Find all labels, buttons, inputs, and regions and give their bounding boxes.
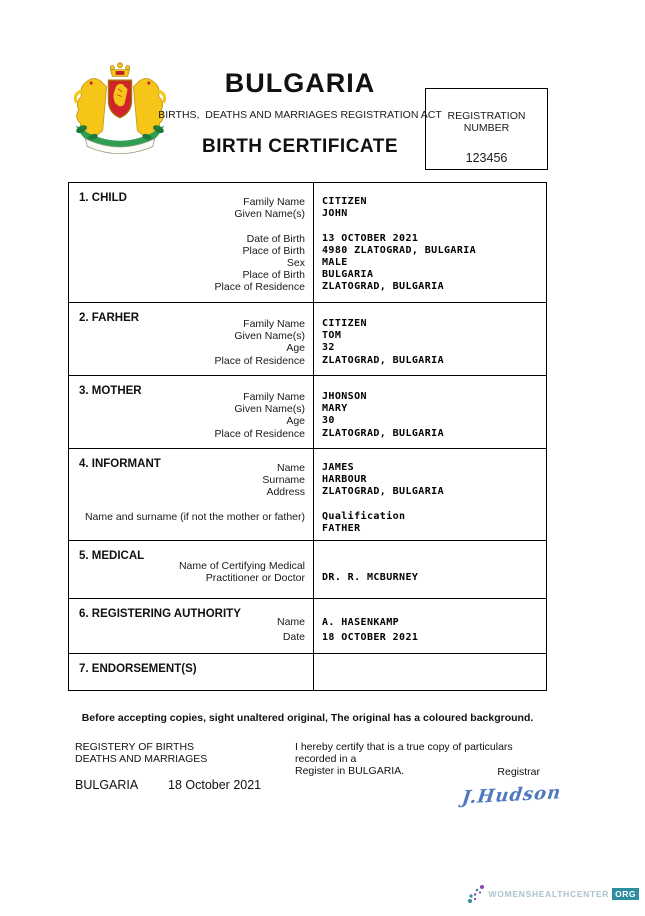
logo-dots-swoosh-icon [467,884,486,904]
field-label [69,220,305,232]
field-label: Place of Birth [242,269,305,282]
field-value: MALE [322,257,348,268]
field-value: 32 [322,342,335,354]
logo-tld-badge: ORG [612,888,639,900]
field-label: Place of Birth [242,244,305,257]
field-value: ZLATOGRAD, BULGARIA [322,427,444,439]
field-label: Date [282,631,305,643]
issuing-country: BULGARIA [75,778,139,792]
field-value: A. HASENKAMP [322,617,400,628]
section-registering-authority [69,599,546,654]
field-value: CITIZEN [322,318,367,329]
field-label: Place of Residence [214,281,305,294]
field-value [322,499,546,511]
field-value [322,560,546,572]
document-title: BIRTH CERTIFICATE [201,136,399,157]
section-endorsements [69,654,546,690]
field-value: TOM [322,330,342,342]
section-registering-authority-title: 6. REGISTERING AUTHORITY [79,608,241,620]
section-registering-authority-values [314,599,546,645]
field-value: ZLATOGRAD, BULGARIA [322,486,444,498]
field-label: Place of Residence [214,427,305,440]
field-label: Family Name [243,391,305,403]
field-value: ZLATOGRAD, BULGARIA [322,354,444,366]
section-informant [69,449,546,541]
field-value: DR. R. MCBURNEY [322,572,419,584]
section-child [69,183,546,303]
registration-act-line: BIRTHS, DEATHS AND MARRIAGES REGISTRATION ACT [158,109,442,121]
field-value: 30 [322,415,335,427]
field-value: JHONSON [322,391,367,402]
registrar-label: Registrar [497,766,540,778]
field-label: Practitioner or Doctor [205,572,305,585]
section-medical-title: 5. MEDICAL [79,550,145,562]
field-label: Family Name [243,318,305,330]
field-label: Age [286,415,305,428]
section-endorsements-title: 7. ENDORSEMENT(S) [79,663,197,675]
certification-line-1: I hereby certify that is a true copy of particulars recorded in a [295,741,513,765]
field-value: 18 OCTOBER 2021 [322,632,419,643]
section-father [69,303,546,376]
copy-acceptance-notice: Before accepting copies, sight unaltered original, The original has a coloured background. [81,712,534,724]
registration-number-box [425,88,548,170]
field-label: Given Name(s) [234,208,305,221]
field-label: Age [286,342,305,355]
registry-line-2: DEATHS AND MARRIAGES [75,753,208,765]
field-value: Qualification [322,510,406,522]
section-mother [69,376,546,449]
field-value: MARY [322,403,348,415]
field-label: Family Name [243,196,305,208]
country-title: BULGARIA [224,68,376,98]
section-father-values [314,303,546,367]
womenshealthcenter-logo [467,884,639,904]
field-label: Place of Residence [214,354,305,367]
field-value: HARBOUR [322,474,367,486]
issue-date: 18 October 2021 [168,778,262,792]
field-label: Surname [262,474,305,487]
section-registering-authority-labels [69,599,313,645]
field-label: Address [266,486,305,499]
certificate-table [68,182,547,691]
field-label: Sex [286,257,305,269]
registrar-signature: J.Hudson [460,782,563,809]
field-label: Given Name(s) [234,403,305,416]
field-value: CITIZEN [322,196,367,207]
field-label: Name of Certifying Medical [178,560,305,573]
field-value: 13 OCTOBER 2021 [322,232,419,244]
field-label [69,523,305,535]
field-value [322,548,546,560]
registration-number-label: REGISTRATION NUMBER [447,110,526,134]
field-value: ZLATOGRAD, BULGARIA [322,281,444,293]
section-child-values [314,183,546,294]
registry-office-block [75,741,207,765]
field-value [322,220,546,232]
field-value: FATHER [322,523,361,534]
field-label: Date of Birth [246,232,305,245]
section-informant-title: 4. INFORMANT [79,458,161,470]
field-label [69,499,305,511]
section-child-title: 1. CHILD [79,192,127,204]
field-label: Name [276,616,305,628]
field-label: Given Name(s) [234,330,305,343]
section-medical-values [314,541,546,585]
section-medical-labels [69,541,313,585]
field-value: BULGARIA [322,269,374,281]
section-mother-title: 3. MOTHER [79,385,142,397]
field-label: Name and surname (if not the mother or father) [84,510,305,523]
section-mother-values [314,376,546,440]
registration-number-value: 123456 [465,151,508,165]
section-informant-values [314,449,546,535]
logo-name-text: WOMENSHEALTHCENTER [488,889,610,899]
field-value: JOHN [322,208,348,220]
section-father-title: 2. FARHER [79,312,140,324]
field-label: Name [276,462,305,474]
certification-line-2: Register in BULGARIA. [295,765,405,777]
field-value: 4980 ZLATOGRAD, BULGARIA [322,244,477,256]
field-value: JAMES [322,462,355,473]
section-medical [69,541,546,599]
registry-line-1: REGISTERY OF BIRTHS [75,741,195,753]
